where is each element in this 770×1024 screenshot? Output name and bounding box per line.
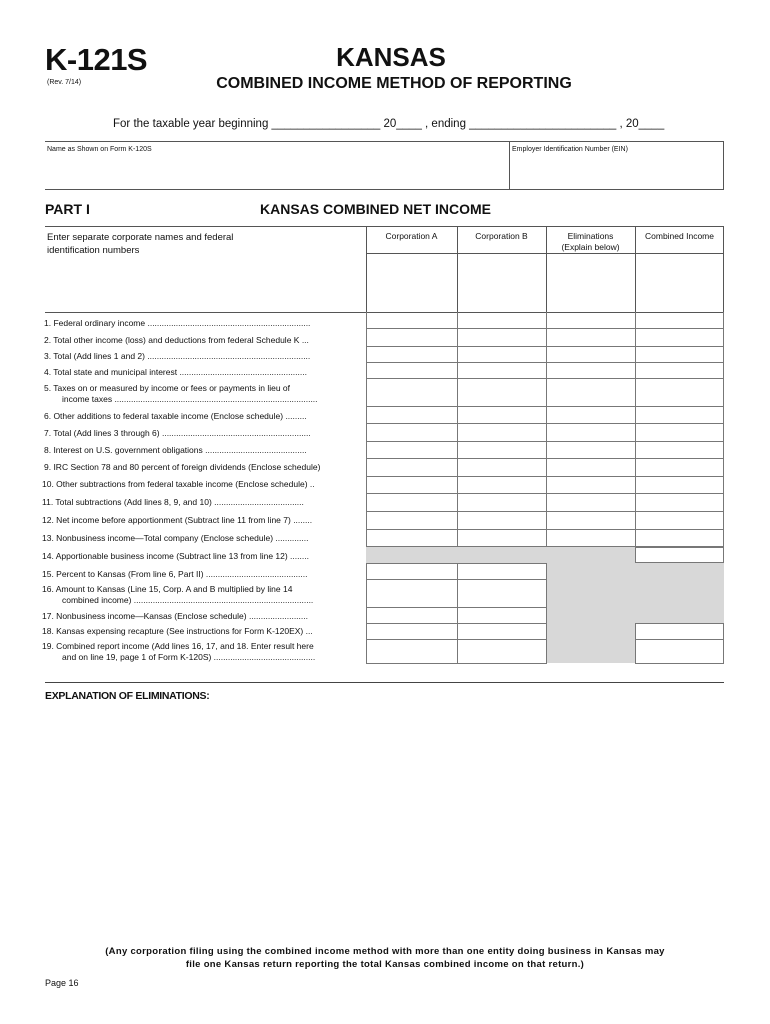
line-2-label: 2. Total other income (loss) and deductions from federal Schedule K ... [44, 335, 309, 345]
part-header-rule [45, 226, 724, 227]
column-border [366, 226, 367, 312]
column-border [723, 226, 724, 312]
revision-date: (Rev. 7/14) [47, 79, 82, 86]
footnote [0, 945, 770, 971]
line-18-label: 18. Kansas expensing recapture (See instructions for Form K-120EX) ... [42, 626, 313, 636]
line-8-label: 8. Interest on U.S. government obligations ........................................... [44, 445, 307, 455]
column-eliminations-label: Eliminations [567, 231, 614, 241]
line-16-label-cont: combined income) ............................................................................ [62, 595, 314, 605]
explanation-heading: EXPLANATION OF ELIMINATIONS: [45, 690, 210, 702]
footnote-line-2: file one Kansas return reporting the total Kansas combined income on that return.) [185, 959, 585, 970]
line-18-corp-b-field[interactable] [457, 623, 547, 640]
line-19-combined-field[interactable] [635, 639, 724, 664]
name-field-label: Name as Shown on Form K-120S [47, 146, 152, 153]
line-14-label: 14. Apportionable business income (Subtract line 13 from line 12) ........ [42, 551, 309, 561]
part-number: PART I [45, 201, 90, 217]
line-7-label: 7. Total (Add lines 3 through 6) ............................................................... [44, 428, 311, 438]
line-15-label: 15. Percent to Kansas (From line 6, Part II) ........................................... [42, 569, 308, 579]
line-13-label: 13. Nonbusiness income—Total company (Enclose schedule) .............. [42, 533, 309, 543]
part-title: KANSAS COMBINED NET INCOME [260, 201, 492, 217]
tax-year-field[interactable]: For the taxable year beginning _________________ 20____ , ending _______________________ , 20____ [113, 118, 665, 130]
shaded-area [546, 563, 724, 623]
line-4-label: 4. Total state and municipal interest ...................................................... [44, 367, 307, 377]
line-19-corp-a-field[interactable] [366, 639, 458, 664]
form-subtitle: COMBINED INCOME METHOD OF REPORTING [216, 75, 572, 92]
line-6-label: 6. Other additions to federal taxable income (Enclose schedule) ......... [44, 411, 307, 421]
form-number: K-121S [45, 42, 148, 77]
amount-grid [366, 312, 724, 547]
line-16-label: 16. Amount to Kansas (Line 15, Corp. A and B multiplied by line 14 [42, 584, 293, 594]
column-eliminations [546, 231, 635, 253]
name-box-right-border [723, 141, 724, 189]
column-eliminations-note: (Explain below) [561, 242, 620, 252]
footnote-line-1: (Any corporation filing using the combined income method with more than one entity doing business in Kansas may [105, 946, 665, 957]
line-19-corp-b-field[interactable] [457, 639, 547, 664]
column-combined: Combined Income [645, 231, 714, 241]
state-title: KANSAS [336, 42, 446, 72]
column-corp-b: Corporation B [475, 231, 528, 241]
shaded-area [546, 623, 635, 663]
column-corp-a: Corporation A [385, 231, 438, 241]
ein-field-label: Employer Identification Number (EIN) [512, 146, 628, 153]
line-18-corp-a-field[interactable] [366, 623, 458, 640]
instructions-text: Enter separate corporate names and federal identification numbers [47, 232, 234, 256]
name-ein-divider [509, 141, 510, 189]
shaded-area [366, 547, 635, 563]
line-14-combined-field[interactable] [635, 547, 724, 563]
name-box-top-border [45, 141, 724, 142]
line-15-corp-b-field[interactable] [457, 563, 547, 580]
page-number: Page 16 [45, 978, 79, 988]
amount-grid-lines [366, 312, 724, 547]
line-16-corp-a-field[interactable] [366, 579, 458, 608]
line-17-corp-a-field[interactable] [366, 607, 458, 624]
line-15-corp-a-field[interactable] [366, 563, 458, 580]
name-row-divider [366, 253, 723, 254]
name-box-bottom-border [45, 189, 724, 190]
column-border [457, 226, 458, 312]
section-bottom-rule [45, 682, 724, 683]
line-17-corp-b-field[interactable] [457, 607, 547, 624]
line-5-label-cont: income taxes ...................................................................................... [62, 394, 318, 404]
line-17-label: 17. Nonbusiness income—Kansas (Enclose schedule) ......................... [42, 611, 308, 621]
line-12-label: 12. Net income before apportionment (Subtract line 11 from line 7) ........ [42, 515, 313, 525]
line-16-corp-b-field[interactable] [457, 579, 547, 608]
line-19-label-cont: and on line 19, page 1 of Form K-120S) ........................................... [62, 652, 316, 662]
line-3-label: 3. Total (Add lines 1 and 2) ..................................................................... [44, 351, 311, 361]
line-10-label: 10. Other subtractions from federal taxable income (Enclose schedule) .. [42, 479, 315, 489]
line-1-label: 1. Federal ordinary income ..................................................................... [44, 318, 311, 328]
line-5-label: 5. Taxes on or measured by income or fees or payments in lieu of [44, 383, 290, 393]
column-border [635, 226, 636, 312]
ein-field[interactable] [511, 156, 721, 186]
line-18-combined-field[interactable] [635, 623, 724, 640]
line-9-label: 9. IRC Section 78 and 80 percent of foreign dividends (Enclose schedule) [44, 462, 321, 472]
line-11-label: 11. Total subtractions (Add lines 8, 9, and 10) ...................................... [42, 497, 304, 507]
explanation-area[interactable] [45, 706, 724, 936]
name-field[interactable] [46, 156, 506, 186]
line-19-label: 19. Combined report income (Add lines 16, 17, and 18. Enter result here [42, 641, 314, 651]
column-border [546, 226, 547, 312]
